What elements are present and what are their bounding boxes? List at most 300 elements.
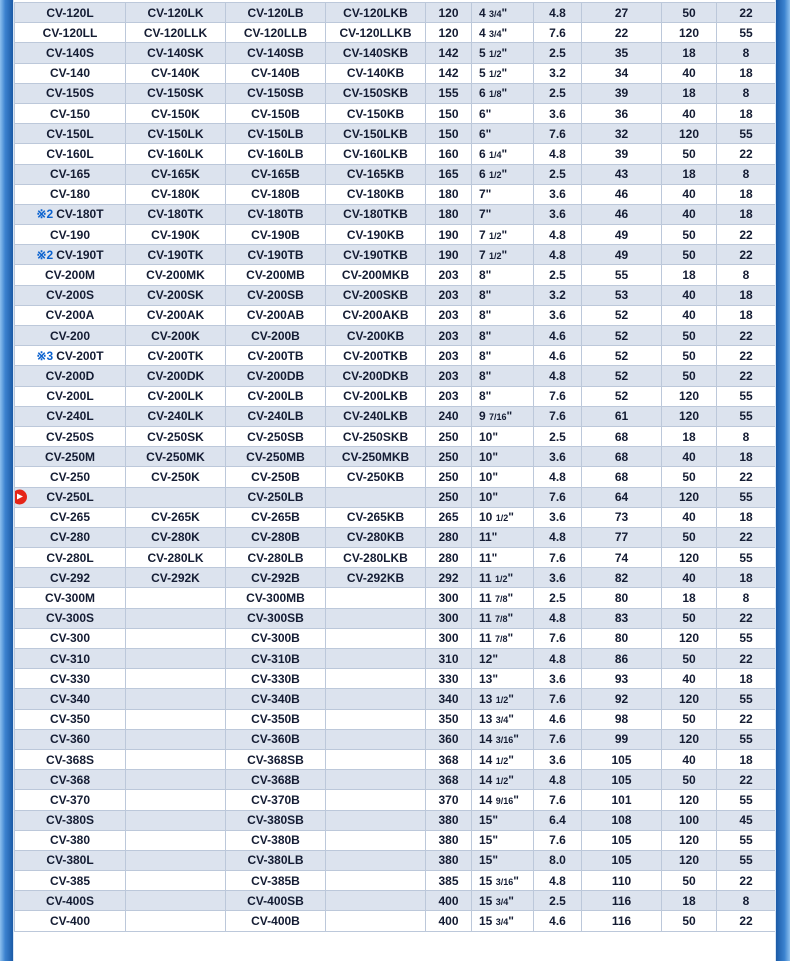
cell-model-k: [126, 487, 226, 507]
cell-model-b: CV-380LB: [226, 850, 326, 870]
cell-spec-c: 8: [717, 265, 776, 285]
cell-spec-a: 55: [582, 265, 662, 285]
fraction-text: 1/4: [489, 149, 502, 160]
model-name: CV-280: [49, 530, 91, 545]
model-name: CV-165: [49, 167, 91, 182]
model-name: CV-190: [49, 227, 91, 242]
cell-model: [15, 487, 126, 507]
cell-thickness: 6.4: [534, 810, 582, 830]
cell-model-kb: [326, 649, 426, 669]
table-row: [15, 649, 776, 669]
cell-size-inch: 11 7/8": [472, 588, 534, 608]
cell-thickness: 4.6: [534, 911, 582, 931]
cell-model-b: CV-300SB: [226, 608, 326, 628]
cell-model-k: CV-200K: [126, 326, 226, 346]
cell-spec-c: 22: [717, 245, 776, 265]
cell-spec-c: 22: [717, 326, 776, 346]
cell-model: [15, 164, 126, 184]
cell-thickness: 3.6: [534, 103, 582, 123]
cell-model-kb: CV-200AKB: [326, 305, 426, 325]
cell-size-inch: 14 3/16": [472, 729, 534, 749]
cell-size-mm: 203: [426, 386, 472, 406]
cell-model: [15, 103, 126, 123]
cell-size-mm: 180: [426, 204, 472, 224]
cell-spec-a: 105: [582, 770, 662, 790]
cell-spec-b: 18: [662, 164, 717, 184]
cell-spec-c: 8: [717, 83, 776, 103]
cell-model-kb: [326, 729, 426, 749]
fraction-text: 1/2: [489, 250, 502, 261]
cell-size-mm: 250: [426, 487, 472, 507]
cell-spec-a: 80: [582, 628, 662, 648]
cell-spec-b: 120: [662, 830, 717, 850]
cell-model-b: CV-340B: [226, 689, 326, 709]
cell-size-mm: 250: [426, 467, 472, 487]
cell-size-mm: 370: [426, 790, 472, 810]
cell-model-b: CV-360B: [226, 729, 326, 749]
cell-size-inch: 7": [472, 184, 534, 204]
cell-spec-a: 77: [582, 527, 662, 547]
cell-thickness: 2.5: [534, 164, 582, 184]
cell-model-kb: CV-292KB: [326, 568, 426, 588]
cell-model-k: CV-140SK: [126, 43, 226, 63]
fraction-text: 7/16: [489, 412, 507, 423]
cell-size-inch: 15 3/4": [472, 891, 534, 911]
table-row: [15, 225, 776, 245]
cell-model-k: CV-200SK: [126, 285, 226, 305]
cell-model-b: CV-250MB: [226, 447, 326, 467]
cell-thickness: 4.8: [534, 770, 582, 790]
cell-spec-c: 55: [717, 487, 776, 507]
table-row: [15, 790, 776, 810]
table-row: [15, 326, 776, 346]
cell-spec-c: 22: [717, 770, 776, 790]
cell-spec-b: 40: [662, 507, 717, 527]
cell-size-inch: 10": [472, 487, 534, 507]
model-name: CV-180: [49, 187, 91, 202]
cell-spec-c: 55: [717, 850, 776, 870]
cell-spec-c: 22: [717, 3, 776, 23]
cell-spec-c: 22: [717, 709, 776, 729]
fraction-text: 3/16: [495, 735, 514, 746]
cell-model-b: CV-368B: [226, 770, 326, 790]
cell-spec-a: 110: [582, 871, 662, 891]
cell-model-k: [126, 709, 226, 729]
cell-thickness: 7.6: [534, 487, 582, 507]
cell-model-kb: CV-240LKB: [326, 406, 426, 426]
cell-model: [15, 850, 126, 870]
cell-spec-a: 52: [582, 305, 662, 325]
cell-size-inch: 6": [472, 103, 534, 123]
cell-spec-c: 22: [717, 527, 776, 547]
cell-size-inch: 7 1/2": [472, 225, 534, 245]
cell-model: [15, 204, 126, 224]
cell-model: [15, 43, 126, 63]
cell-size-mm: 265: [426, 507, 472, 527]
cell-spec-c: 22: [717, 871, 776, 891]
cell-spec-b: 40: [662, 305, 717, 325]
cell-thickness: 3.6: [534, 204, 582, 224]
cell-size-mm: 250: [426, 447, 472, 467]
cell-model: [15, 810, 126, 830]
cell-spec-c: 22: [717, 366, 776, 386]
model-name: CV-300: [49, 631, 91, 646]
cell-model-k: [126, 588, 226, 608]
cell-model-kb: [326, 911, 426, 931]
cell-model-b: CV-310B: [226, 649, 326, 669]
model-name: CV-200D: [45, 368, 95, 383]
cell-spec-b: 120: [662, 790, 717, 810]
table-row: [15, 608, 776, 628]
cell-size-inch: 6": [472, 124, 534, 144]
cell-model-b: CV-300MB: [226, 588, 326, 608]
cell-spec-c: 22: [717, 649, 776, 669]
model-name: CV-265: [49, 510, 91, 525]
cell-size-inch: 8": [472, 326, 534, 346]
cell-model: [15, 225, 126, 245]
table-row: [15, 568, 776, 588]
cell-spec-a: 105: [582, 830, 662, 850]
cell-model: [15, 790, 126, 810]
model-name: CV-380: [49, 833, 91, 848]
cell-model-kb: CV-200SKB: [326, 285, 426, 305]
cell-model-kb: CV-150SKB: [326, 83, 426, 103]
cell-model-b: CV-240LB: [226, 406, 326, 426]
cell-model-b: CV-250SB: [226, 426, 326, 446]
table-row: [15, 426, 776, 446]
cell-size-mm: 165: [426, 164, 472, 184]
cell-model-kb: CV-200MKB: [326, 265, 426, 285]
cell-spec-c: 18: [717, 447, 776, 467]
cell-spec-b: 120: [662, 729, 717, 749]
cell-thickness: 7.6: [534, 830, 582, 850]
model-name: CV-160L: [46, 146, 94, 161]
cell-model: [15, 749, 126, 769]
cell-spec-c: 55: [717, 830, 776, 850]
cell-spec-c: 18: [717, 568, 776, 588]
fraction-text: 1/2: [489, 69, 502, 80]
cell-spec-b: 40: [662, 204, 717, 224]
cell-model-b: CV-190B: [226, 225, 326, 245]
cell-model-k: [126, 689, 226, 709]
cell-size-mm: 203: [426, 305, 472, 325]
cell-thickness: 3.6: [534, 749, 582, 769]
table-row: [15, 891, 776, 911]
cell-model-k: CV-150K: [126, 103, 226, 123]
cell-thickness: 4.8: [534, 871, 582, 891]
model-name: CV-330: [49, 671, 91, 686]
cell-spec-b: 100: [662, 810, 717, 830]
cell-thickness: 2.5: [534, 83, 582, 103]
cell-spec-a: 39: [582, 144, 662, 164]
cell-spec-c: 18: [717, 749, 776, 769]
cell-size-mm: 155: [426, 83, 472, 103]
cell-model-kb: [326, 770, 426, 790]
cell-size-inch: 10": [472, 467, 534, 487]
cell-model-b: CV-140B: [226, 63, 326, 83]
cell-spec-b: 120: [662, 386, 717, 406]
cell-size-inch: 4 3/4": [472, 3, 534, 23]
cell-thickness: 4.8: [534, 3, 582, 23]
cell-model-k: CV-150SK: [126, 83, 226, 103]
cell-spec-a: 93: [582, 669, 662, 689]
cell-model-k: [126, 871, 226, 891]
cell-size-mm: 240: [426, 406, 472, 426]
cell-spec-c: 22: [717, 911, 776, 931]
table-row: [15, 548, 776, 568]
cell-model: [15, 23, 126, 43]
cell-model-b: CV-200TB: [226, 346, 326, 366]
cell-size-mm: 203: [426, 265, 472, 285]
cell-spec-c: 18: [717, 204, 776, 224]
cell-spec-a: 68: [582, 447, 662, 467]
cell-thickness: 7.6: [534, 628, 582, 648]
cell-size-mm: 330: [426, 669, 472, 689]
model-name: CV-370: [49, 792, 91, 807]
cell-model-b: CV-370B: [226, 790, 326, 810]
cell-model: [15, 3, 126, 23]
cell-thickness: 4.8: [534, 467, 582, 487]
model-name: CV-250L: [46, 490, 94, 505]
table-row: [15, 810, 776, 830]
cell-spec-c: 55: [717, 124, 776, 144]
table-row: [15, 285, 776, 305]
model-name: CV-240L: [46, 409, 94, 424]
cell-model-kb: CV-180KB: [326, 184, 426, 204]
cell-model-kb: [326, 487, 426, 507]
cell-spec-c: 22: [717, 467, 776, 487]
cell-spec-b: 18: [662, 426, 717, 446]
cell-spec-a: 73: [582, 507, 662, 527]
model-name: CV-250M: [44, 449, 96, 464]
cell-spec-b: 120: [662, 689, 717, 709]
cell-model-k: [126, 891, 226, 911]
cell-size-inch: 15": [472, 810, 534, 830]
cell-model-kb: [326, 790, 426, 810]
cell-model-b: CV-380SB: [226, 810, 326, 830]
cell-spec-b: 40: [662, 103, 717, 123]
cell-model: [15, 124, 126, 144]
cell-spec-c: 8: [717, 891, 776, 911]
cell-spec-c: 55: [717, 23, 776, 43]
cell-spec-b: 120: [662, 628, 717, 648]
spec-table-body: [15, 3, 776, 932]
cell-spec-c: 45: [717, 810, 776, 830]
cell-spec-a: 101: [582, 790, 662, 810]
cell-thickness: 3.6: [534, 447, 582, 467]
cell-spec-a: 52: [582, 366, 662, 386]
model-name: CV-400S: [45, 893, 95, 908]
table-row: [15, 527, 776, 547]
cell-model-kb: [326, 628, 426, 648]
cell-spec-a: 39: [582, 83, 662, 103]
cell-size-mm: 120: [426, 3, 472, 23]
cell-size-inch: 15 3/16": [472, 871, 534, 891]
cell-spec-b: 40: [662, 568, 717, 588]
cell-model: [15, 649, 126, 669]
table-row: [15, 850, 776, 870]
table-row: [15, 467, 776, 487]
cell-model: [15, 669, 126, 689]
cell-model-k: CV-140K: [126, 63, 226, 83]
cell-model: [15, 184, 126, 204]
cell-spec-c: 18: [717, 63, 776, 83]
cell-size-mm: 380: [426, 850, 472, 870]
cell-model: [15, 527, 126, 547]
cell-size-inch: 8": [472, 366, 534, 386]
cell-thickness: 3.6: [534, 305, 582, 325]
cell-model-b: CV-180TB: [226, 204, 326, 224]
cell-size-inch: 15": [472, 850, 534, 870]
cell-model-k: [126, 729, 226, 749]
cell-spec-b: 18: [662, 43, 717, 63]
cell-thickness: 7.6: [534, 548, 582, 568]
model-name: CV-150S: [45, 86, 95, 101]
cell-model-k: [126, 830, 226, 850]
cell-model-kb: CV-200DKB: [326, 366, 426, 386]
cell-model-k: CV-250K: [126, 467, 226, 487]
cell-spec-b: 50: [662, 709, 717, 729]
cell-thickness: 3.6: [534, 568, 582, 588]
fraction-text: 1/2: [489, 48, 502, 59]
model-name: CV-385: [49, 873, 91, 888]
cell-size-mm: 360: [426, 729, 472, 749]
cell-spec-c: 18: [717, 285, 776, 305]
cell-spec-a: 46: [582, 184, 662, 204]
cell-model: [15, 830, 126, 850]
cell-spec-b: 50: [662, 225, 717, 245]
cell-spec-a: 105: [582, 749, 662, 769]
cell-spec-a: 105: [582, 850, 662, 870]
cell-model: [15, 83, 126, 103]
cell-spec-b: 50: [662, 366, 717, 386]
cell-spec-a: 68: [582, 426, 662, 446]
cell-size-mm: 142: [426, 63, 472, 83]
cell-thickness: 4.6: [534, 326, 582, 346]
cell-size-mm: 280: [426, 527, 472, 547]
cell-size-mm: 190: [426, 245, 472, 265]
cell-model-kb: [326, 709, 426, 729]
cell-spec-b: 50: [662, 527, 717, 547]
cell-model: [15, 628, 126, 648]
cell-size-inch: 14 9/16": [472, 790, 534, 810]
model-name: CV-350: [49, 712, 91, 727]
cell-model-b: CV-280LB: [226, 548, 326, 568]
cell-size-mm: 142: [426, 43, 472, 63]
cell-model: [15, 346, 126, 366]
cell-model-k: CV-200LK: [126, 386, 226, 406]
cell-size-mm: 180: [426, 184, 472, 204]
cell-spec-b: 50: [662, 3, 717, 23]
cell-spec-a: 53: [582, 285, 662, 305]
model-name: CV-140: [49, 66, 91, 81]
table-row: [15, 911, 776, 931]
cell-model-b: CV-150B: [226, 103, 326, 123]
cell-spec-b: 120: [662, 23, 717, 43]
cell-thickness: 7.6: [534, 23, 582, 43]
cell-spec-b: 18: [662, 265, 717, 285]
cell-model: [15, 871, 126, 891]
cell-spec-b: 50: [662, 911, 717, 931]
cell-size-mm: 203: [426, 285, 472, 305]
model-name: CV-300S: [45, 611, 95, 626]
cell-model-k: [126, 770, 226, 790]
cell-spec-a: 52: [582, 386, 662, 406]
cell-model: [15, 507, 126, 527]
cell-model-b: CV-250LB: [226, 487, 326, 507]
cell-model-k: CV-200MK: [126, 265, 226, 285]
cell-size-inch: 10": [472, 426, 534, 446]
cell-size-inch: 11 1/2": [472, 568, 534, 588]
cell-model: [15, 911, 126, 931]
cell-thickness: 4.8: [534, 144, 582, 164]
cell-model-b: CV-200DB: [226, 366, 326, 386]
cell-model-kb: [326, 669, 426, 689]
cell-model-kb: [326, 871, 426, 891]
model-name: CV-360: [49, 732, 91, 747]
cell-spec-a: 52: [582, 326, 662, 346]
cell-model-kb: CV-200LKB: [326, 386, 426, 406]
cell-model-b: CV-292B: [226, 568, 326, 588]
cell-spec-a: 34: [582, 63, 662, 83]
cell-model-b: CV-120LLB: [226, 23, 326, 43]
cell-model-b: CV-200LB: [226, 386, 326, 406]
cell-model-k: CV-190TK: [126, 245, 226, 265]
table-row: [15, 729, 776, 749]
table-row: [15, 265, 776, 285]
cell-model-kb: CV-150LKB: [326, 124, 426, 144]
cell-model: [15, 770, 126, 790]
cell-model-k: CV-265K: [126, 507, 226, 527]
cell-model-k: CV-200AK: [126, 305, 226, 325]
fraction-text: 7/8: [495, 634, 508, 645]
cell-size-inch: 13 3/4": [472, 709, 534, 729]
fraction-text: 3/4: [495, 715, 509, 726]
cell-thickness: 7.6: [534, 124, 582, 144]
cell-model-k: CV-160LK: [126, 144, 226, 164]
cell-size-mm: 380: [426, 810, 472, 830]
cell-size-mm: 400: [426, 891, 472, 911]
cell-thickness: 4.8: [534, 245, 582, 265]
cell-spec-c: 18: [717, 305, 776, 325]
cell-spec-b: 40: [662, 749, 717, 769]
cell-spec-b: 120: [662, 850, 717, 870]
fraction-text: 1/2: [489, 170, 502, 181]
fraction-text: 3/4: [495, 917, 509, 928]
table-row: [15, 386, 776, 406]
fraction-text: 3/4: [489, 8, 502, 19]
table-row: [15, 204, 776, 224]
cell-model: [15, 326, 126, 346]
cell-model-k: [126, 790, 226, 810]
cell-spec-c: 18: [717, 184, 776, 204]
cell-model-k: CV-292K: [126, 568, 226, 588]
cell-model: [15, 689, 126, 709]
cell-model: [15, 285, 126, 305]
cell-thickness: 2.5: [534, 43, 582, 63]
cell-spec-a: 99: [582, 729, 662, 749]
cell-spec-b: 120: [662, 487, 717, 507]
cell-size-inch: 10 1/2": [472, 507, 534, 527]
cell-model-k: CV-280LK: [126, 548, 226, 568]
cell-model: [15, 608, 126, 628]
model-name: CV-310: [49, 651, 91, 666]
cell-spec-b: 18: [662, 83, 717, 103]
model-name: CV-200: [49, 328, 91, 343]
cell-spec-a: 82: [582, 568, 662, 588]
fraction-text: 9/16: [495, 795, 514, 806]
cell-thickness: 4.8: [534, 225, 582, 245]
